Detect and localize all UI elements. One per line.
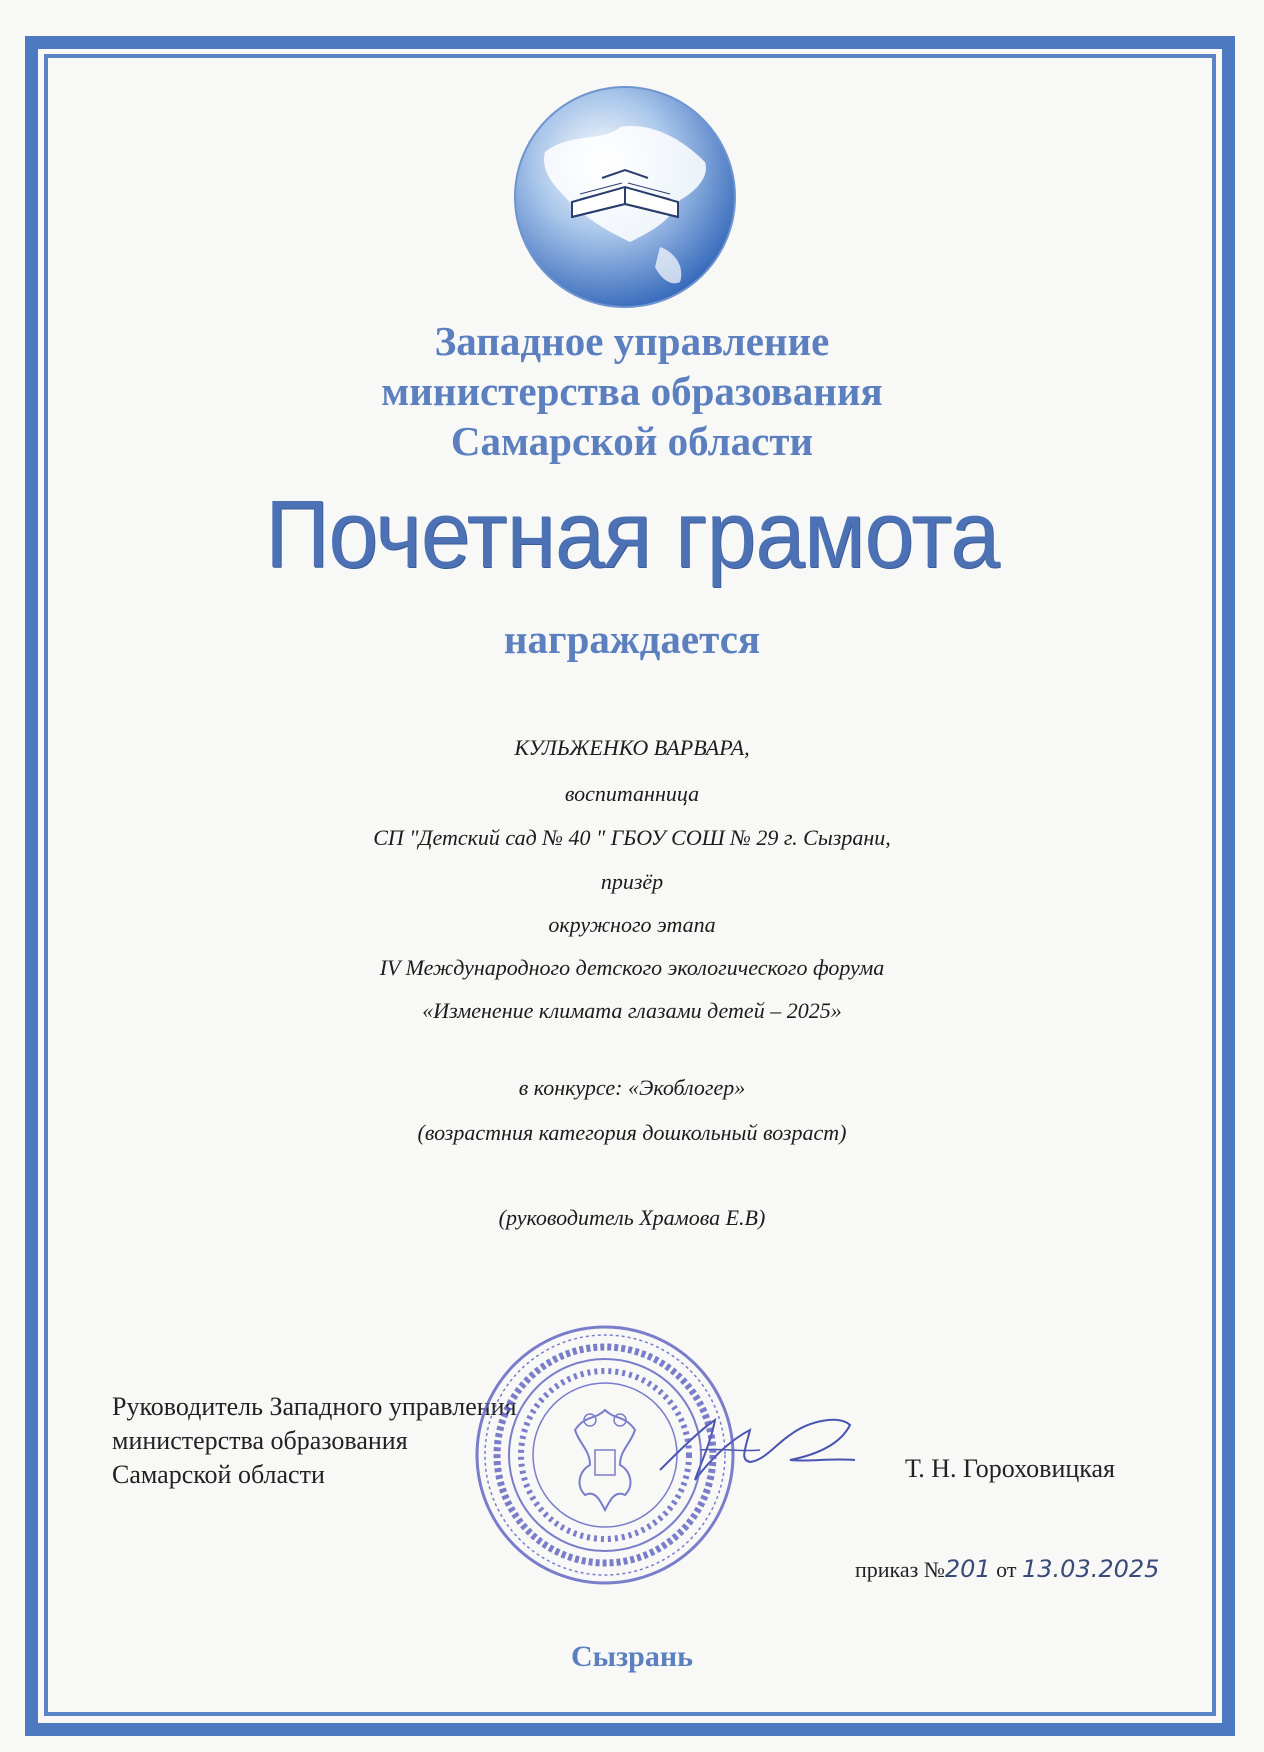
globe-with-open-book-icon xyxy=(510,82,740,312)
award-place: призёр xyxy=(600,869,664,894)
signatory-name: Т. Н. Гороховицкая xyxy=(905,1454,1116,1483)
contest-name: в конкурсе: «Экоблогер» xyxy=(518,1075,746,1100)
supervisor: (руководитель Храмова Е.В) xyxy=(498,1205,766,1230)
forum-name: «Изменение климата глазами детей – 2025» xyxy=(422,998,842,1023)
order-reference xyxy=(855,1555,1159,1583)
organization-line-3: Самарской области xyxy=(450,418,814,464)
competition-stage: окружного этапа xyxy=(548,912,716,937)
certificate-title: Почетная грамота xyxy=(265,481,999,588)
signatory-position-line-3: Самарской области xyxy=(112,1460,325,1489)
organization-line-2: министерства образования xyxy=(381,368,883,414)
coat-of-arms-seal-icon xyxy=(470,1320,740,1590)
order-label: приказ № xyxy=(855,1557,945,1582)
recipient-institution: СП "Детский сад № 40 " ГБОУ СОШ № 29 г. Сызрани, xyxy=(373,825,891,850)
organization-name xyxy=(0,316,1264,466)
age-category: (возрастния категория дошкольный возраст) xyxy=(417,1120,847,1145)
recipient-role: воспитанница xyxy=(564,781,700,806)
forum-description: IV Международного детского экологического форума xyxy=(379,955,885,980)
awarded-label: награждается xyxy=(503,616,761,662)
signatory-position-line-1: Руководитель Западного управления xyxy=(112,1392,517,1421)
order-date: 13.03.2025 xyxy=(1022,1555,1160,1583)
city-name: Сызрань xyxy=(571,1640,693,1673)
organization-line-1: Западное управление xyxy=(434,318,830,364)
order-from-label: от xyxy=(996,1557,1017,1582)
signatory-position xyxy=(112,1390,517,1492)
order-number: 201 xyxy=(944,1555,991,1583)
signatory-position-line-2: министерства образования xyxy=(112,1426,408,1455)
recipient-name: КУЛЬЖЕНКО ВАРВАРА, xyxy=(514,735,750,760)
